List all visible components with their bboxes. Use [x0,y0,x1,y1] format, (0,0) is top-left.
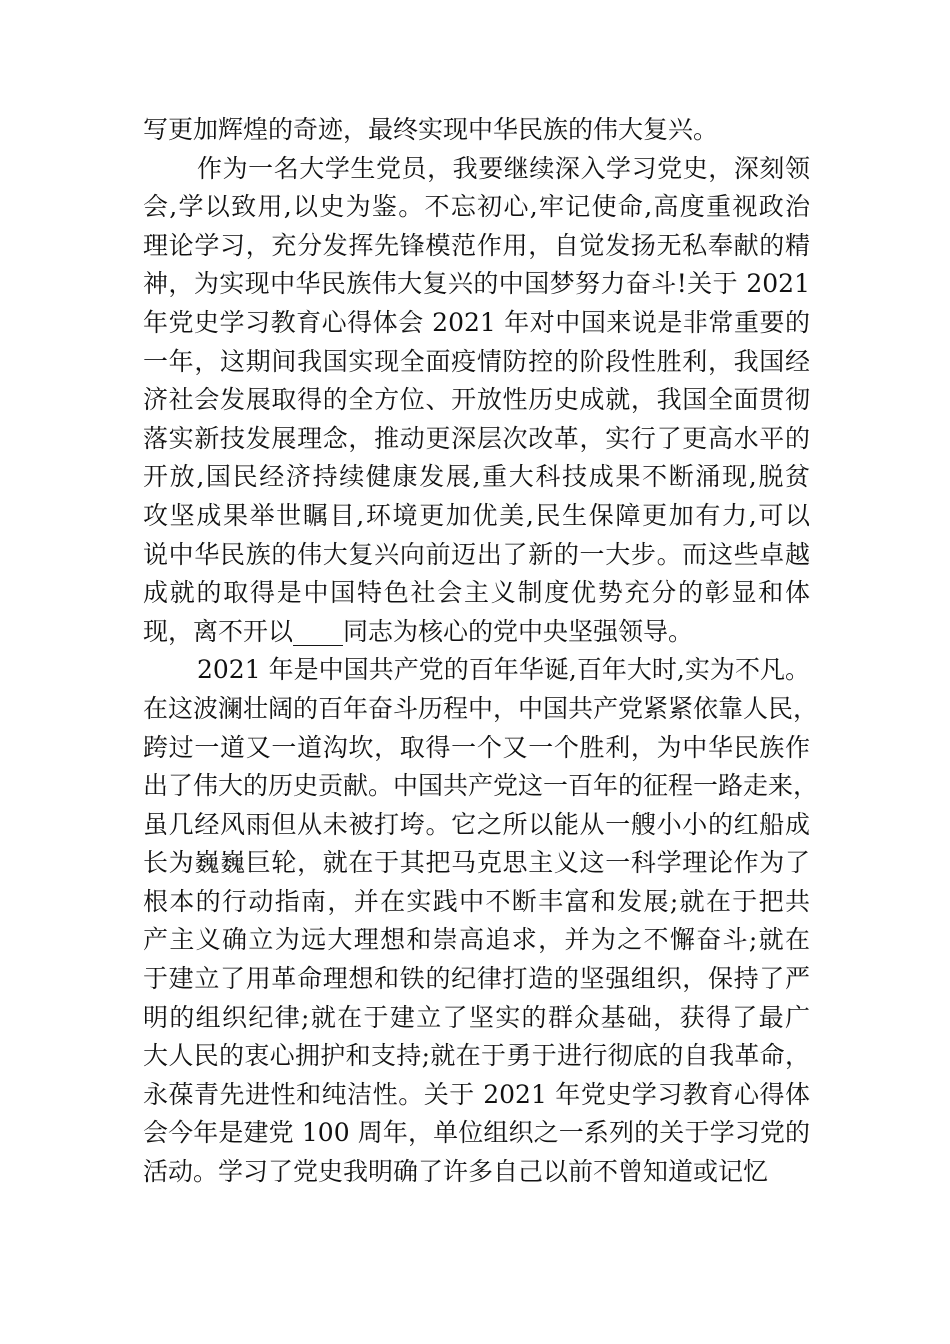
text-line: 长为巍巍巨轮，就在于其把马克思主义这一科学理论作为了 [143,848,810,878]
text-line: 跨过一道又一道沟坎，取得一个又一个胜利，为中华民族作 [143,732,810,762]
text-line: 产主义确立为远大理想和崇高追求，并为之不懈奋斗;就在 [143,925,810,955]
text-line: 济社会发展取得的全方位、开放性历史成就，我国全面贯彻 [143,385,810,415]
text-line: 神，为实现中华民族伟大复兴的中国梦努力奋斗!关于 2021 [143,269,810,299]
text-line: 说中华民族的伟大复兴向前迈出了新的一大步。而这些卓越 [143,539,810,569]
paragraph-first-line: 2021 年是中国共产党的百年华诞,百年大时,实为不凡。 [197,655,810,685]
text-line: 年党史学习教育心得体会 2021 年对中国来说是非常重要的 [143,307,810,337]
text-line: 永葆青先进性和纯洁性。关于 2021 年党史学习教育心得体 [143,1079,810,1109]
text-line: 于建立了用革命理想和铁的纪律打造的坚强组织，保持了严 [143,964,810,994]
text-line: 出了伟大的历史贡献。中国共产党这一百年的征程一路走来， [143,771,819,801]
text-line: 活动。学习了党史我明确了许多自己以前不曾知道或记忆 [143,1157,769,1187]
text-line: 一年，这期间我国实现全面疫情防控的阶段性胜利，我国经 [143,346,810,376]
text-line: 在这波澜壮阔的百年奋斗历程中，中国共产党紧紧依靠人民， [143,693,819,723]
text-line: 根本的行动指南，并在实践中不断丰富和发展;就在于把共 [143,886,810,916]
text-line: 开放,国民经济持续健康发展,重大科技成果不断涌现,脱贫 [143,462,810,492]
text-line: 成就的取得是中国特色社会主义制度优势充分的彰显和体 [143,578,810,608]
text-line: 写更加辉煌的奇迹，最终实现中华民族的伟大复兴。 [143,115,719,144]
text-line: 理论学习，充分发挥先锋模范作用，自觉发扬无私奉献的精 [143,230,810,260]
text-line: 会,学以致用,以史为鉴。不忘初心,牢记使命,高度重视政治 [143,192,810,222]
text-line: 攻坚成果举世瞩目,环境更加优美,民生保障更加有力,可以 [143,500,810,530]
text-line: 大人民的衷心拥护和支持;就在于勇于进行彻底的自我革命， [143,1041,810,1071]
text-line: 明的组织纪律;就在于建立了坚实的群众基础，获得了最广 [143,1002,810,1032]
paragraph-first-line: 作为一名大学生党员，我要继续深入学习党史，深刻领 [197,153,810,183]
document-body [143,111,819,1192]
text-line: 会今年是建党 100 周年，单位组织之一系列的关于学习党的 [143,1118,810,1148]
text-line: 虽几经风雨但从未被打垮。它之所以能从一艘小小的红船成 [143,809,810,839]
text-line: 落实新技发展理念，推动更深层次改革，实行了更高水平的 [143,423,810,453]
paragraph-last-line: 现，离不开以____同志为核心的党中央坚强领导。 [143,616,694,646]
